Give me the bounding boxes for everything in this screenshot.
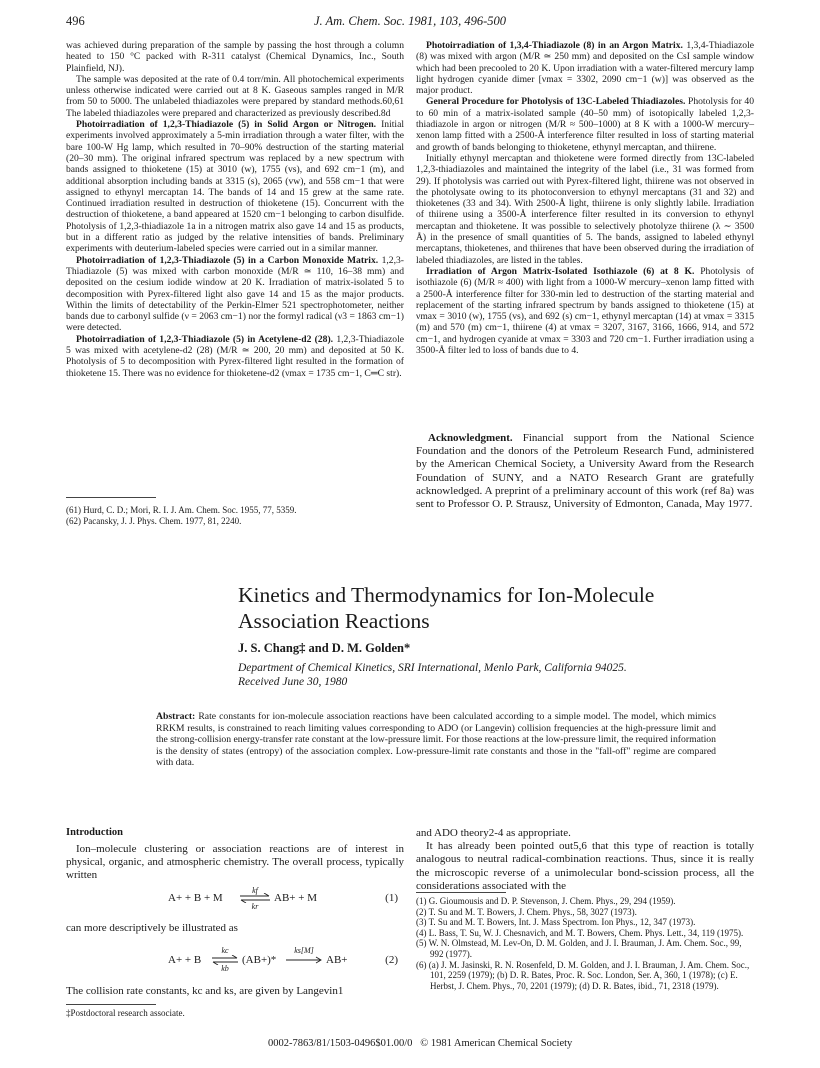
eq1-number: (1) [385,892,398,904]
introduction-heading: Introduction [66,827,123,838]
running-title: J. Am. Chem. Soc. 1981, 103, 496-500 [313,14,507,28]
affiliation [238,661,778,689]
paragraph: was achieved during preparation of the sample by passing the host through a column heated to 150 °C packed with R-311 catalyst (Chemical Dynamics, Inc., South Plainfield, NJ). [66,40,404,74]
article-title: Kinetics and Thermodynamics for Ion-Molecule Association Reactions [238,583,655,633]
paragraph: Photoirradiation of 1,2,3-Thiadiazole (5) in Solid Argon or Nitrogen. Initial experiments involved approximately a 5-min irradiation through a water filter, with the bare 100-W Hg lamp, which resulted in 70–90% destruction of the starting material (20–30 mm). The original infrared spectrum was replaced by a new spectrum with bands assigned to thioketene (15) at 3010 (w), 1755 (vs), and 692 cm−1 (m), and additional absorption including bands at 3315 (s), 2065 (vw), and 558 cm−1 that were assigned to ethynyl mercaptan 14. The bands of 14 and 15 grew at the same rate. Continued irradiation resulted in destruction of thioketene (15). Concurrent with the destruction of thioketene, a band appeared at 1520 cm−1 belonging to carbon disulfide. Photolysis of 1,2,3-thiadiazole 1a in a nitrogen matrix also gave 14 and 15 as products, but in a different ratio as judged by the relative intensities of bands. Preliminary experiments with deuterium-labeled species were carried out in a similar manner. [66,119,405,255]
paragraph: Photoirradiation of 1,2,3-Thiadiazole (5) in a Carbon Monoxide Matrix. 1,2,3-Thiadiazole (5) was mixed with carbon monoxide (M/R ≃ 110, 16–38 mm) and deposited on the cesium iodide window at 20 K. Irradiation of matrix-isolated 5 to decomposition with Pyrex-filtered light also gave 14 and 15 as the major products. Within the limits of detectability of the Perkin-Elmer 521 spectrophotometer, neither bands due to carbonyl sulfide (ν = 2063 cm−1) nor the formyl radical (ν3 = 1863 cm−1) were detected. [66,254,404,334]
footnote: (62) Pacansky, J. J. Phys. Chem. 1977, 81, 2240. [66,515,242,526]
intro-para-3: The collision rate constants, kc and ks, are given by Langevin1 [66,985,344,997]
right-arrow-icon [286,956,322,964]
eq2-mid: (AB+)* [242,954,277,966]
paragraph: Photoirradiation of 1,2,3-Thiadiazole (5) in Acetylene-d2 (28). 1,2,3-Thiadiazole 5 was mixed with acetylene-d2 (28) (M/R ≃ 200, 20 mm) and deposited at 50 K. Photolysis of 5 to decomposition with Pyrex-filtered light resulted in the formation of thioketene 15. There was no evidence for thioketene-d2 (νmax = 1735 cm−1, C═C str). [66,333,405,379]
intro-para-1 [66,843,404,883]
eq2-left: A+ + B [168,954,202,966]
paragraph: The sample was deposited at the rate of 0.4 torr/min. All photochemical experiments unless otherwise indicated were carried out at 8 K. Gaseous samples ranged in M/R from 50 to 5000. The unlabeled thiadiazoles were prepared by standard methods.60,61 The labeled thiadiazoles were prepared and characterized as previously described.8d [66,73,404,119]
paragraph: It has already been pointed out5,6 that this type of reaction is totally analogous to neutral radical-combination reactions. Thus, since it is really the microscopic reverse of a unimolecular bond-scission process, all the considerations associated with the [416,840,754,892]
equation-2 [168,946,404,973]
acknowledgment: Acknowledgment. Financial support from the National Science Foundation and the donors of the Petroleum Research Fund, administered by the American Chemical Society, a University Award from the Research Foundation of SUNY, and a NATO Research Grant are gratefully acknowledged. A preprint of a preliminary account of this work (ref 8a) was sent to Professor O. P. Strausz, University of Edmonton, Canada, May 1977. [416,432,754,511]
intro-para-2: can more descriptively be illustrated as [66,922,238,934]
reference-item: (4) L. Bass, T. Su, W. J. Chesnavich, and M. T. Bowers, Chem. Phys. Lett., 34, 119 (1975). [416,927,744,938]
affiliation-text: Department of Chemical Kinetics, SRI International, Menlo Park, California 94025. [238,662,627,674]
page-number: 496 [66,14,85,28]
eq1-left: A+ + B + M [168,892,223,904]
footnote-rule [66,1004,156,1005]
footer-copyright: 0002-7863/81/1503-0496$01.00/0 © 1981 American Chemical Society [268,1038,573,1049]
right-column-top [416,40,754,356]
reference-rule [416,892,506,893]
paragraph: Photoirradiation of 1,3,4-Thiadiazole (8) in an Argon Matrix. 1,3,4-Thiadiazole (8) was mixed with argon (M/R ≃ 250 mm) and deposited on the CsI sample window which had been precooled to 20 K. Upon irradiation with a water-filtered mercury lamp light hydrogen cyanide dimer [νmax = 3302, 2090 cm−1 (w)] was observed as the major product. [416,40,754,97]
eq1-kr: kr [251,902,259,911]
eq2-right: AB+ [326,954,348,966]
reference-item: (3) T. Su and M. T. Bowers, Int. J. Mass Spectrom. Ion Phys., 12, 347 (1973). [416,917,696,928]
eq2-kb: kb [221,964,229,973]
reference-item: (5) W. N. Olmstead, M. Lev-On, D. M. Golden, and J. I. Brauman, J. Am. Chem. Soc., 99, 992 (1977). [416,938,742,959]
abstract-text: Rate constants for ion-molecule association reactions have been calculated according to a simple model. The model, which mimics RRKM results, is constrained to reach limiting values corresponding to ADO (or Langevin) collision frequencies at the high-pressure limit and the strong-collision energy-transfer rate constant at the low-pressure limit. For those reactions at the low-pressure limit, the required information is the density of states (entropy) of the association complex. Low-pressure-limit rate constants and those in the "fall-off" regime are compared with data. [156,711,716,769]
paragraph: and ADO theory2-4 as appropriate. [416,827,571,839]
paragraph: Irradiation of Argon Matrix-Isolated Isothiazole (6) at 8 K. Photolysis of isothiazole (6) (M/R ≈ 400) with light from a 1000-W mercury–xenon lamp fitted with a 2500-Å interference filter for 330-min led to destruction of the starting material and replacement of the starting infrared spectrum by bands assigned to thioketene (15) at νmax = 3010 (w), 1755 (vs), and 692 (s) cm−1, ethynyl mercaptan (14) at νmax = 3315 (m) and 570 (m) cm−1, thiirene (4) at νmax = 3207, 3167, 3166, 1666, 914, and 572 cm−1, and hydrogen cyanide at νmax = 3303 and 720 cm−1. Further irradiation using a 3500-Å filter led to loss of bands due to 4. [416,265,754,357]
reference-item: (2) T. Su and M. T. Bowers, J. Chem. Phys., 58, 3027 (1973). [416,906,637,917]
received-date: Received June 30, 1980 [238,676,348,688]
author-footnote: ‡Postdoctoral research associate. [66,1008,185,1018]
reference-item: (6) (a) J. M. Jasinski, R. N. Rosenfeld, D. M. Golden, and J. I. Brauman, J. Am. Chem. Soc., 101, 2259 (1979); (b) D. R. Bates, Proc. R. Soc. London, Ser. A, 360, 1 (1978); (c) E. Herbst, J. Chem. Phys., 70, 2201 (1979); (d) D. R. Bates, ibid., 71, 2318 (1979). [416,959,750,991]
left-footnotes [66,505,404,526]
footnote: (61) Hurd, C. D.; Mori, R. I. J. Am. Chem. Soc. 1955, 77, 5359. [66,505,297,515]
paragraph: Initially ethynyl mercaptan and thioketene were formed directly from 13C-labeled 1,2,3-thiadiazoles and maintained the integrity of the label (i.e., 31 was formed from 29). If photolysis was carried out with Pyrex-filtered light, thiirene was not observed in the photolysate owing to its photoconversion to ethynyl mercaptans (31 and 32) and thioketenes (33 and 34). With 2500-Å light, thiirene is only slightly labile. Irradiation of thiirene using a 3500-Å interference filter resulted in its conversion to ethynyl mercaptan and thioketene. It was possible to selectively photolyze thiirene (λ ∼ 3500 Å) in the presence of small quantities of 5. The bands, assigned to labeled ethynyl mercaptans, thioketenes, and thiirenes that have been observed during the irradiation of labeled thiadiazoles, are listed in the tables. [416,152,754,266]
reference-item: (1) G. Gioumousis and D. P. Stevenson, J. Chem. Phys., 29, 294 (1959). [416,896,676,906]
eq1-right: AB+ + M [274,892,317,904]
abstract [156,711,716,769]
eq2-kc: kc [221,946,229,955]
abstract-label: Abstract: [156,711,196,722]
intro-right-text [416,827,754,893]
paragraph: Ion–molecule clustering or association reactions are of interest in physical, organic, and atmospheric chemistry. The overall process, typically written [66,843,404,882]
eq1-kf: kf [252,886,258,895]
references [416,896,754,991]
eq2-ks: ks[M] [294,946,314,955]
paragraph: General Procedure for Photolysis of 13C-Labeled Thiadiazoles. Photolysis for 40 to 60 min of a matrix-isolated sample (40–50 mm) of isotopically labeled 1,2,3-thiadiazole in argon or nitrogen (M/R ≈ 500–1000) at 8 K with a 1000-W mercury–xenon lamp fitted with a 2500-Å interference filter resulted in loss of starting material and growth of bands belonging to thioketene, ethynyl mercaptan, and thiirene. [416,96,754,153]
footnote-rule [66,497,156,498]
equation-1 [168,886,404,911]
article-authors: J. S. Chang‡ and D. M. Golden* [238,641,411,655]
left-column-top [66,40,404,379]
eq2-number: (2) [385,954,398,966]
